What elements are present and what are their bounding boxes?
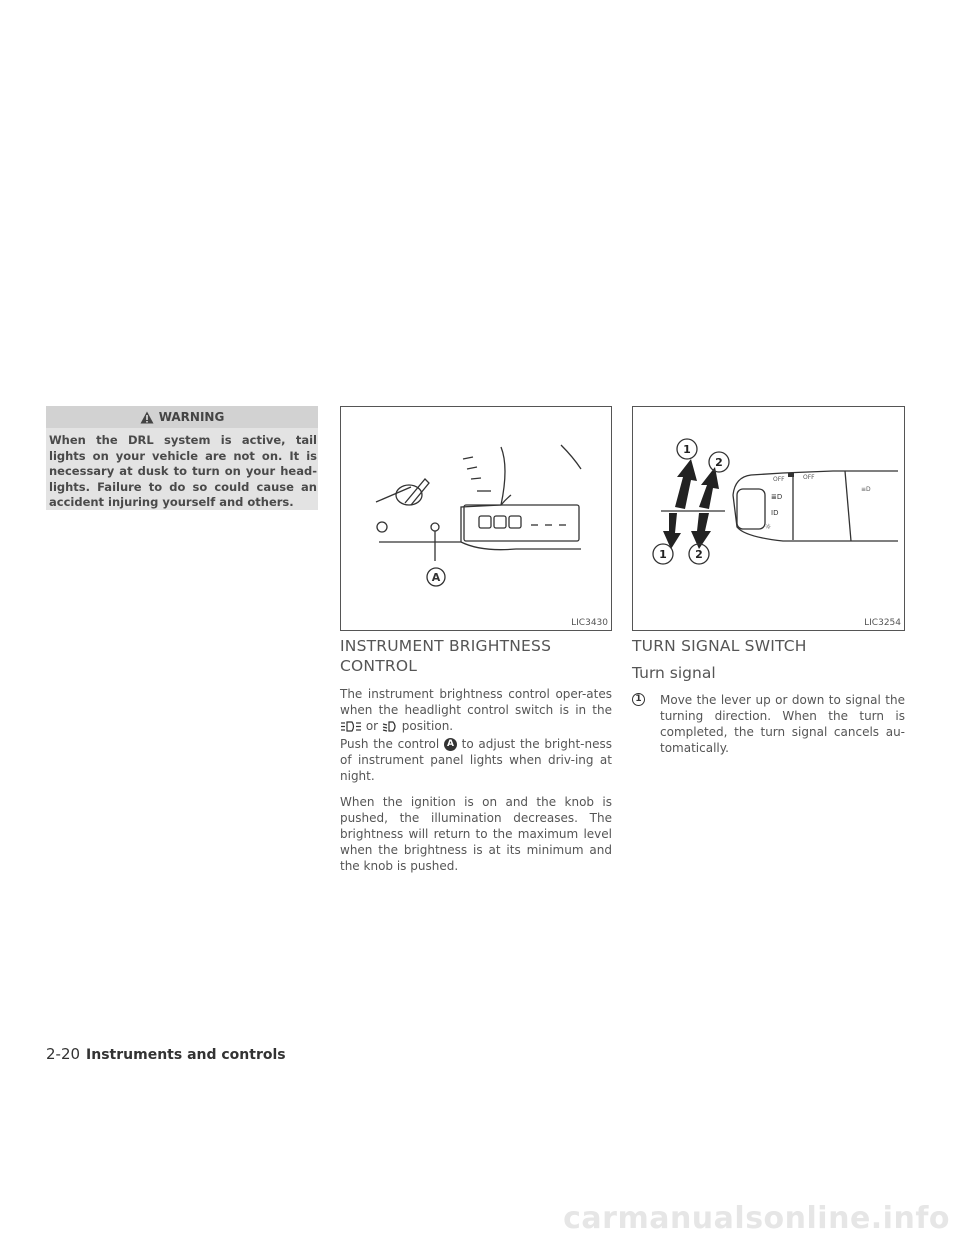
figure-turn-signal — [632, 406, 905, 631]
svg-text:OFF: OFF — [803, 474, 815, 481]
turn-item-number-icon: 1 — [632, 693, 645, 706]
warning-triangle-icon — [140, 411, 154, 424]
watermark-text: carmanualsonline.info — [563, 1201, 950, 1236]
low-beam-icon — [382, 721, 398, 732]
svg-text:≣D: ≣D — [771, 493, 783, 501]
turn-subheading: Turn signal — [632, 664, 716, 682]
section-title: Instruments and controls — [86, 1047, 286, 1063]
figure2-callout-2a: 2 — [715, 456, 723, 469]
figure2-callout-1a: 1 — [683, 443, 691, 456]
figure-instrument-panel — [340, 406, 612, 631]
instrument-panel-illustration — [341, 407, 611, 630]
turn-signal-section — [632, 636, 905, 756]
svg-text:OFF: OFF — [773, 476, 785, 483]
instrument-para1 — [340, 686, 612, 734]
svg-text:≡D: ≡D — [861, 486, 871, 493]
turn-signal-illustration — [633, 407, 904, 630]
page-footer — [46, 1045, 286, 1063]
figure1-callout-label: A — [431, 571, 441, 584]
instrument-para2-b: to adjust the bright-ness of instrument panel lights when driv-ing at night. — [340, 737, 613, 783]
turn-item-text: Move the lever up or down to signal the turning direction. When the turn is completed, the turn signal cancels au-tomatically. — [660, 693, 905, 755]
warning-box — [46, 406, 318, 510]
watermark — [0, 1194, 960, 1242]
figure2-callout-2b: 2 — [695, 548, 703, 561]
instrument-para1-a: The instrument brightness control oper-ates when the headlight control switch is in the — [340, 687, 612, 717]
instrument-para2 — [340, 736, 612, 784]
svg-text:☼: ☼ — [765, 523, 772, 531]
svg-text:ID: ID — [771, 509, 779, 517]
headlight-position-icon — [340, 721, 362, 732]
control-a-callout-icon: A — [444, 738, 457, 751]
figure1-code: LIC3430 — [571, 618, 608, 628]
figure2-code: LIC3254 — [864, 618, 901, 628]
instrument-para3: When the ignition is on and the knob is pushed, the illumination decreases. The brightness will return to the maximum level when the brightness is at its minimum and the knob is pushed. — [340, 795, 612, 873]
warning-title: WARNING — [158, 410, 225, 424]
instrument-para1-or: or — [365, 719, 379, 733]
instrument-para1-b: position. — [401, 719, 454, 733]
turn-heading: TURN SIGNAL SWITCH — [632, 637, 807, 655]
instrument-para2-a: Push the control — [340, 737, 440, 751]
page-number: 2-20 — [46, 1045, 81, 1063]
instrument-heading-line1: INSTRUMENT BRIGHTNESS — [340, 637, 552, 655]
figure2-callout-1b: 1 — [659, 548, 667, 561]
warning-header — [46, 406, 318, 428]
warning-text: When the DRL system is active, tail lights on your vehicle are not on. It is necessary at dusk to turn on your head-lights. Failure to do so could cause an accident injuring yourself and others. — [49, 433, 317, 509]
turn-item-1 — [632, 692, 905, 756]
instrument-heading-line2: CONTROL — [340, 657, 418, 675]
instrument-brightness-section — [340, 636, 612, 874]
